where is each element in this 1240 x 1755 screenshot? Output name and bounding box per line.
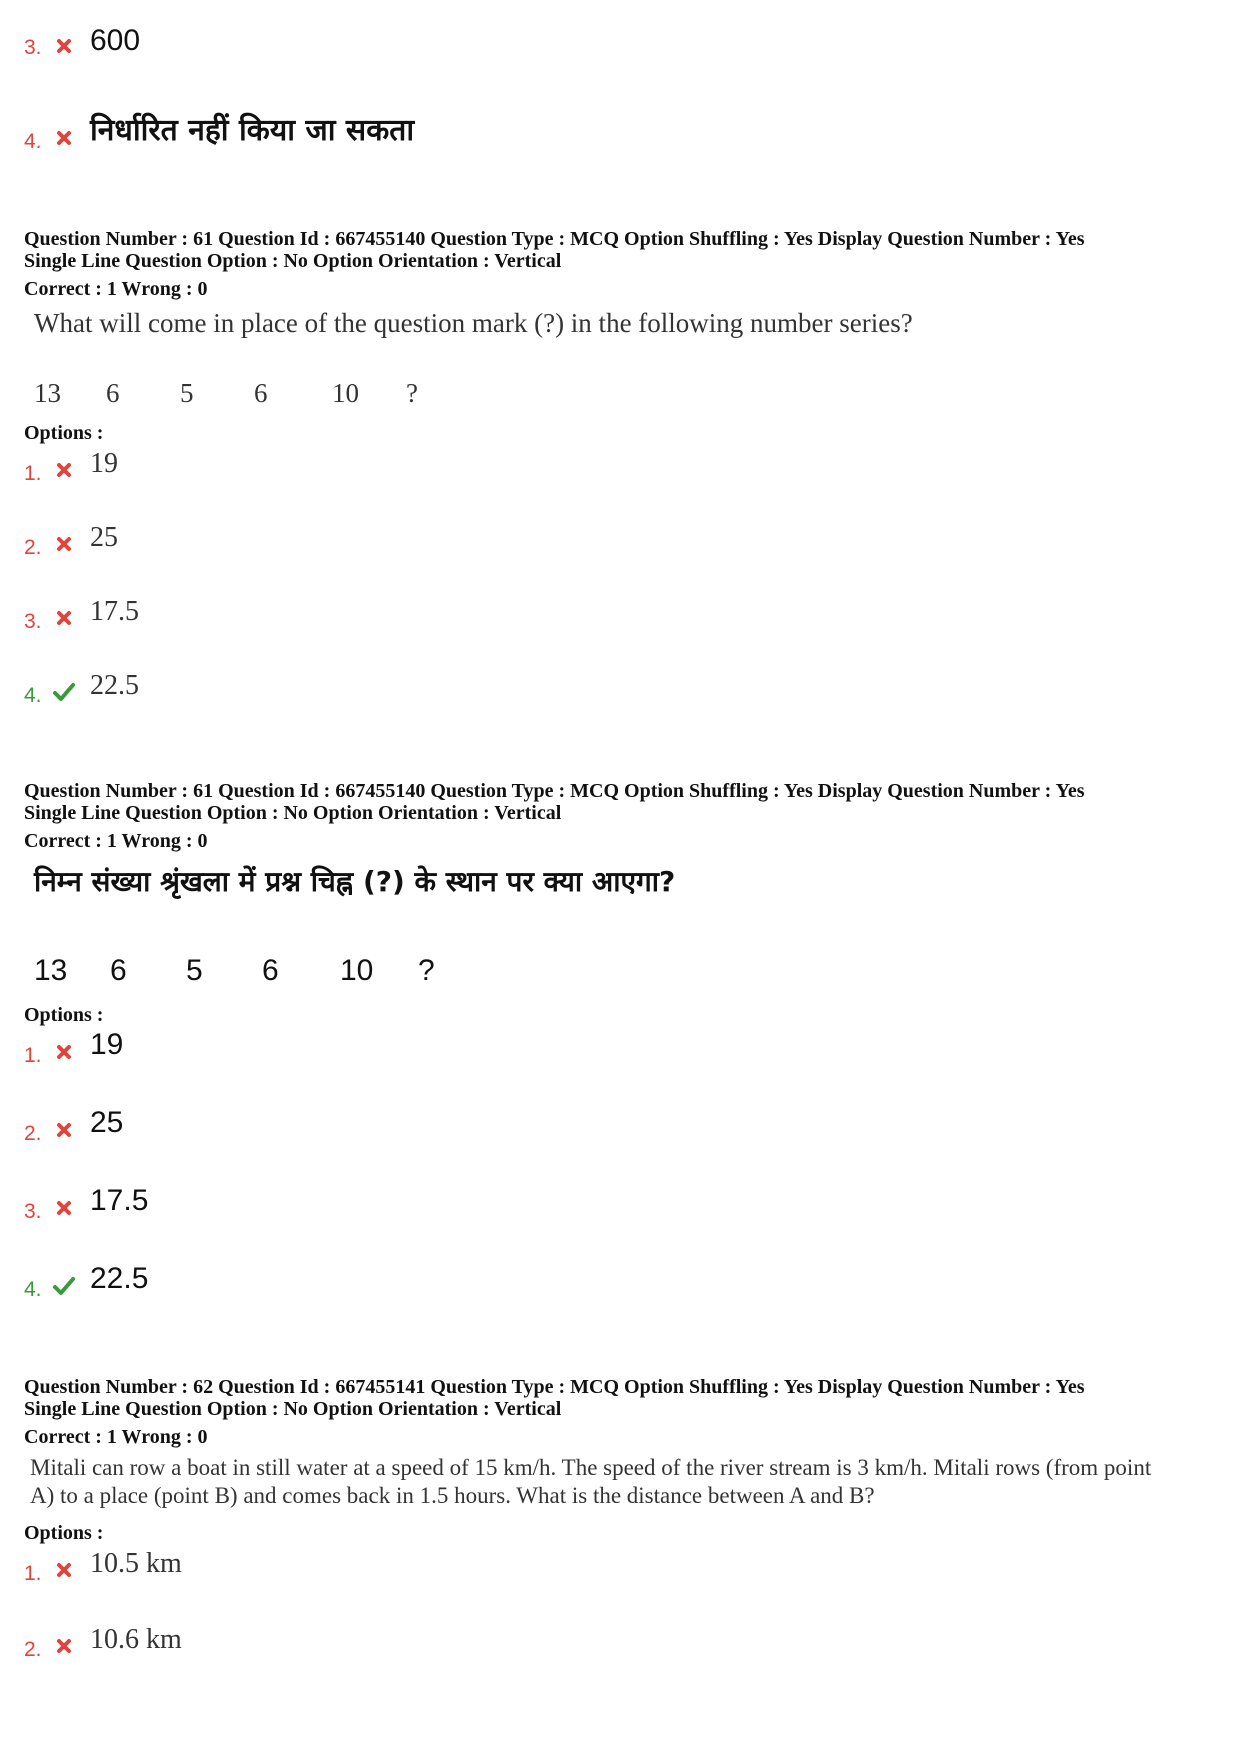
option-row (24, 130, 42, 154)
question-text: निम्न संख्या श्रृंखला में प्रश्न चिह्न (?) के स्थान पर क्या आएगा? (34, 865, 676, 898)
series-term: ? (418, 954, 435, 987)
option-number: 1. (24, 1044, 42, 1067)
question-line: Mitali can row a boat in still water at a speed of 15 km/h. The speed of the river stream is 3 km/h. Mitali rows (from point (30, 1455, 1152, 1480)
option-number: 2. (24, 536, 42, 559)
option-number: 3. (24, 36, 42, 59)
wrong-icon (54, 1120, 74, 1145)
option-text: 19 (90, 1028, 124, 1061)
question-meta-options: Single Line Question Option : No Option Orientation : Vertical (24, 802, 562, 824)
option-text: 17.5 (90, 1184, 149, 1217)
option-number: 4. (24, 130, 42, 153)
number-series (34, 378, 434, 412)
option-number: 3. (24, 610, 42, 633)
option-text: 22.5 (90, 1262, 149, 1295)
wrong-icon (54, 608, 74, 633)
marking-scheme: Correct : 1 Wrong : 0 (24, 830, 208, 852)
option-text: 17.5 (90, 596, 139, 627)
wrong-icon (54, 1042, 74, 1067)
question-text: What will come in place of the question mark (?) in the following number series? (34, 308, 913, 338)
series-term: 5 (180, 378, 194, 408)
option-text: 600 (90, 24, 141, 57)
option-text: 10.6 km (90, 1624, 182, 1655)
number-series (34, 954, 454, 992)
option-number: 4. (24, 1278, 42, 1301)
option-number: 3. (24, 1200, 42, 1223)
option-number: 1. (24, 462, 42, 485)
wrong-icon (54, 1560, 74, 1585)
option-number: 4. (24, 684, 42, 707)
series-term: 5 (186, 954, 203, 987)
option-text: 22.5 (90, 670, 139, 701)
option-text: 25 (90, 522, 118, 553)
question-meta: Question Number : 61 Question Id : 667455140 Question Type : MCQ Option Shuffling : Yes Display Question Number : Yes (24, 780, 1085, 802)
question-meta: Question Number : 61 Question Id : 667455140 Question Type : MCQ Option Shuffling : Yes Display Question Number : Yes (24, 228, 1085, 250)
series-term: 6 (262, 954, 279, 987)
wrong-icon (54, 534, 74, 559)
option-text: 10.5 km (90, 1548, 182, 1579)
marking-scheme: Correct : 1 Wrong : 0 (24, 278, 208, 300)
series-term: 13 (34, 378, 61, 408)
series-term: 13 (34, 954, 68, 987)
option-number: 1. (24, 1562, 42, 1585)
wrong-icon (54, 460, 74, 485)
option-row (24, 36, 42, 60)
option-number: 2. (24, 1638, 42, 1661)
question-meta-options: Single Line Question Option : No Option Orientation : Vertical (24, 1398, 562, 1420)
series-term: ? (406, 378, 418, 408)
question-meta-options: Single Line Question Option : No Option Orientation : Vertical (24, 250, 562, 272)
check-icon (52, 680, 76, 709)
question-meta: Question Number : 62 Question Id : 667455141 Question Type : MCQ Option Shuffling : Yes Display Question Number : Yes (24, 1376, 1085, 1398)
wrong-icon (54, 128, 74, 153)
series-term: 6 (254, 378, 268, 408)
wrong-icon (54, 1636, 74, 1661)
question-line: A) to a place (point B) and comes back in 1.5 hours. What is the distance between A and B? (30, 1483, 875, 1508)
question-text (30, 1454, 1230, 1510)
option-text: 25 (90, 1106, 124, 1139)
option-text: 19 (90, 448, 118, 479)
marking-scheme: Correct : 1 Wrong : 0 (24, 1426, 208, 1448)
series-term: 10 (340, 954, 374, 987)
series-term: 6 (110, 954, 127, 987)
series-term: 6 (106, 378, 120, 408)
options-label: Options : (24, 422, 104, 444)
option-number: 2. (24, 1122, 42, 1145)
series-term: 10 (332, 378, 359, 408)
option-text: निर्धारित नहीं किया जा सकता (90, 113, 415, 148)
wrong-icon (54, 36, 74, 61)
options-label: Options : (24, 1004, 104, 1026)
check-icon (52, 1274, 76, 1303)
wrong-icon (54, 1198, 74, 1223)
options-label: Options : (24, 1522, 104, 1544)
